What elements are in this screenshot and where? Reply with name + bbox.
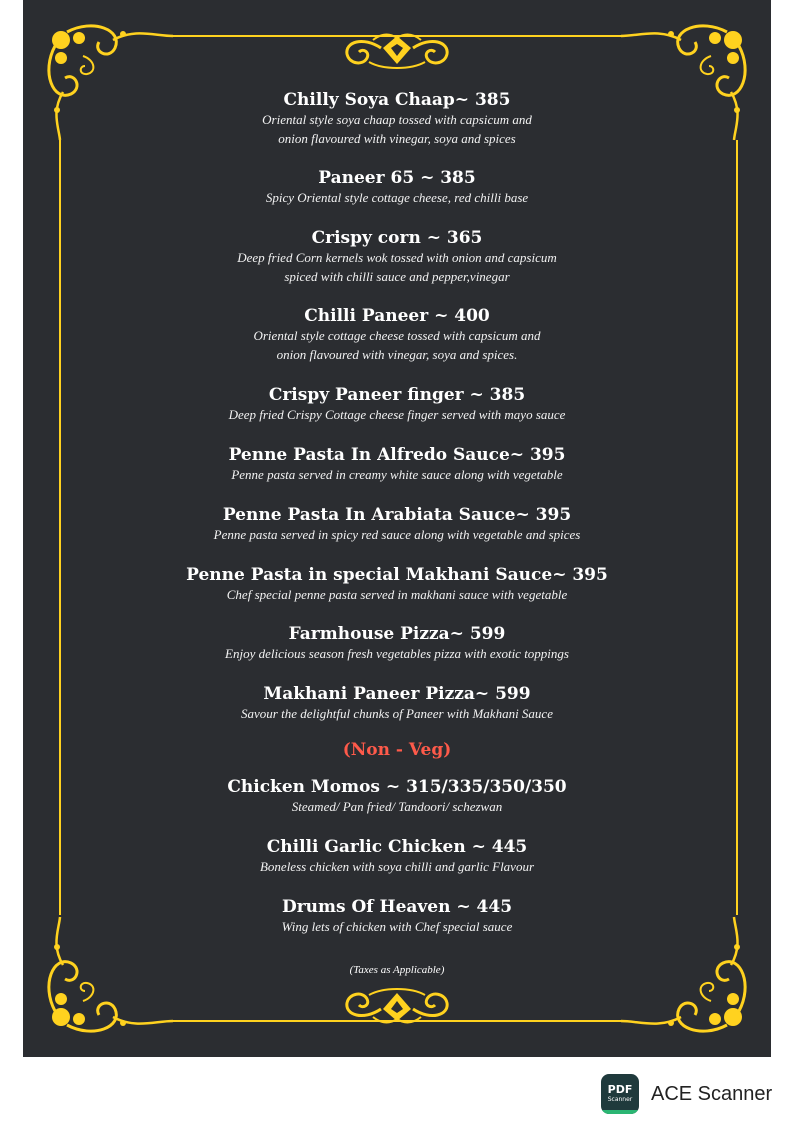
menu-item [23, 684, 771, 723]
menu-page [23, 0, 771, 1057]
item-description: Deep fried Corn kernels wok tossed with onion and capsicum [237, 250, 557, 265]
item-title: Farmhouse Pizza~ 599 [288, 624, 506, 644]
item-description: Spicy Oriental style cottage cheese, red chilli base [265, 190, 529, 205]
item-description: Savour the delightful chunks of Paneer with Makhani Sauce [241, 706, 553, 721]
menu-item [23, 306, 771, 364]
item-title: Penne Pasta In Alfredo Sauce~ 395 [228, 445, 566, 465]
logo-text-scanner: Scanner [607, 1096, 633, 1103]
menu-item [23, 897, 771, 936]
app-name: ACE Scanner [651, 1082, 773, 1105]
item-title: Penne Pasta in special Makhani Sauce~ 395 [186, 565, 608, 585]
logo-text-pdf: PDF [607, 1083, 633, 1096]
item-title: Chicken Momos ~ 315/335/350/350 [227, 777, 567, 797]
item-title: Paneer 65 ~ 385 [318, 168, 476, 188]
item-description: spiced with chilli sauce and pepper,vinegar [284, 269, 510, 284]
pdf-scanner-logo [601, 1074, 639, 1114]
item-title: Chilli Paneer ~ 400 [304, 306, 490, 326]
item-description: Wing lets of chicken with Chef special sauce [281, 919, 513, 934]
menu-item [23, 90, 771, 148]
menu-item [23, 385, 771, 424]
menu-item [23, 505, 771, 544]
menu-item [23, 624, 771, 663]
item-title: Chilly Soya Chaap~ 385 [283, 90, 511, 110]
item-description: Deep fried Crispy Cottage cheese finger served with mayo sauce [228, 407, 566, 422]
item-description: Enjoy delicious season fresh vegetables pizza with exotic toppings [225, 646, 569, 661]
menu-item [23, 228, 771, 286]
item-title: Penne Pasta In Arabiata Sauce~ 395 [222, 505, 572, 525]
item-title: Crispy corn ~ 365 [311, 228, 483, 248]
item-title: Crispy Paneer finger ~ 385 [268, 385, 526, 405]
item-description: Chef special penne pasta served in makhani sauce with vegetable [226, 587, 568, 602]
non-veg-heading: (Non - Veg) [342, 740, 452, 760]
menu-item [23, 565, 771, 604]
logo-accent-bar [601, 1110, 639, 1114]
item-description: Steamed/ Pan fried/ Tandoori/ schezwan [291, 799, 503, 814]
item-description: Boneless chicken with soya chilli and garlic Flavour [259, 859, 535, 874]
menu-item [23, 837, 771, 876]
taxes-note: (Taxes as Applicable) [349, 964, 445, 976]
menu-item [23, 445, 771, 484]
item-title: Makhani Paneer Pizza~ 599 [263, 684, 531, 704]
menu-content [23, 0, 771, 1057]
item-description: Penne pasta served in creamy white sauce along with vegetable [231, 467, 563, 482]
scanner-watermark [601, 1074, 772, 1114]
menu-item [23, 777, 771, 816]
item-description: onion flavoured with vinegar, soya and spices. [276, 347, 518, 362]
item-title: Chilli Garlic Chicken ~ 445 [266, 837, 528, 857]
item-title: Drums Of Heaven ~ 445 [281, 897, 513, 917]
menu-item [23, 168, 771, 207]
item-description: Oriental style soya chaap tossed with capsicum and [262, 112, 532, 127]
item-description: Oriental style cottage cheese tossed with capsicum and [253, 328, 541, 343]
item-description: Penne pasta served in spicy red sauce along with vegetable and spices [213, 527, 581, 542]
item-description: onion flavoured with vinegar, soya and spices [278, 131, 516, 146]
